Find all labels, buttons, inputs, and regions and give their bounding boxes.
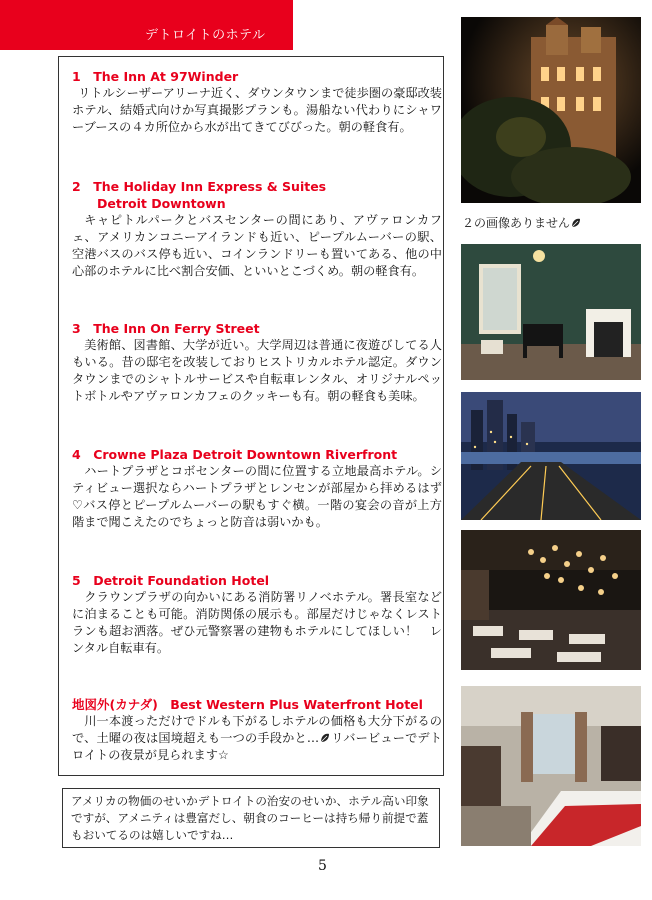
hotel-description: 美術館、図書館、大学が近い。大学周辺は普通に夜遊びしてる人もいる。昔の邸宅を改装しておりヒストリカルホテル認定。ダウンタウンまでのシャトルサービスや自転車レンタル、オリジナルペットボトルやアヴァロンカフェのクッキーも有。朝の軽食も美味。 [72,338,442,403]
closing-note: アメリカの物価のせいかデトロイトの治安のせいか、ホテル高い印象ですが、アメニティは豊富だし、朝食のコーヒーは持ち帰り前提で蓋もおいてるのは嬉しいですね… [62,788,440,848]
photo-best-western-room [461,686,641,846]
hotel-title: 3 The Inn On Ferry Street [72,321,260,336]
hotel-description-text: 川一本渡っただけでドルも下がるしホテルの価格も大分下がるので、土曜の夜は国境超えも一つの手段かと… [72,714,442,745]
hotel-entry-1 [72,68,442,136]
hotel-title: 1 The Inn At 97Winder [72,69,239,84]
hotel-description [72,713,442,764]
hotel-title: 4 Crowne Plaza Detroit Downtown Riverfront [72,447,398,462]
hotel-description: ハートプラザとコボセンターの間に位置する立地最高ホテル。シティビュー選択ならハートプラザとレンセンが部屋から拝めるはず♡バス停とピープルムーバーの駅もすぐ横。一階の宴会の音が上方階まで聞こえたのでちょっと防音は弱いかも。 [72,464,442,529]
photo-inn-at-97winder [461,17,641,203]
photo-crowne-plaza-view [461,392,641,520]
hotel-entry-3 [72,320,442,405]
leaf-icon [570,217,582,229]
hotel-list-box [58,56,444,776]
hotel-title: 2 The Holiday Inn Express & Suites Detroit Downtown [72,179,327,211]
hotel-entry-2 [72,178,442,280]
photo-detroit-foundation-hotel [461,530,641,670]
leaf-icon [319,732,331,744]
photo-inn-on-ferry-street [461,244,641,380]
hotel-entry-6 [72,696,442,764]
no-image-note-text: ２の画像ありません [462,216,571,230]
hotel-description: クラウンプラザの向かいにある消防署リノベホテル。署長室などに泊まることも可能。消防関係の展示も。部屋だけじゃなくレストランも超お洒落。ぜひ元警察署の建物もホテルにしてほしい！ レンタル自転車有。 [72,590,442,655]
page-title: デトロイトのホテル [145,28,266,43]
page-number: 5 [318,858,327,874]
hotel-description: リトルシーザーアリーナ近く、ダウンタウンまで徒歩圏の豪邸改装ホテル、結婚式向けか写真撮影プランも。湯船ない代わりにシャワーブースの４カ所位から水が出てきてびびった。朝の軽食有。 [72,86,442,134]
hotel-description-tail: リバービューでデトロイトの夜景が見られます☆ [72,731,442,762]
no-image-note [462,214,582,231]
hotel-title: 地図外(カナダ) Best Western Plus Waterfront Hotel [72,697,423,712]
hotel-description: キャピトルパークとバスセンターの間にあり、アヴァロンカフェ、アメリカンコニーアイランドも近い、ピープルムーバーの駅、空港バスのバス停も近い、コインランドリーも置いてある、他の中心部のホテルに比べ割合安価、といいとこづくめ。朝の軽食有。 [72,213,442,278]
hotel-entry-5 [72,572,442,657]
hotel-title: 5 Detroit Foundation Hotel [72,573,270,588]
hotel-entry-4 [72,446,442,531]
